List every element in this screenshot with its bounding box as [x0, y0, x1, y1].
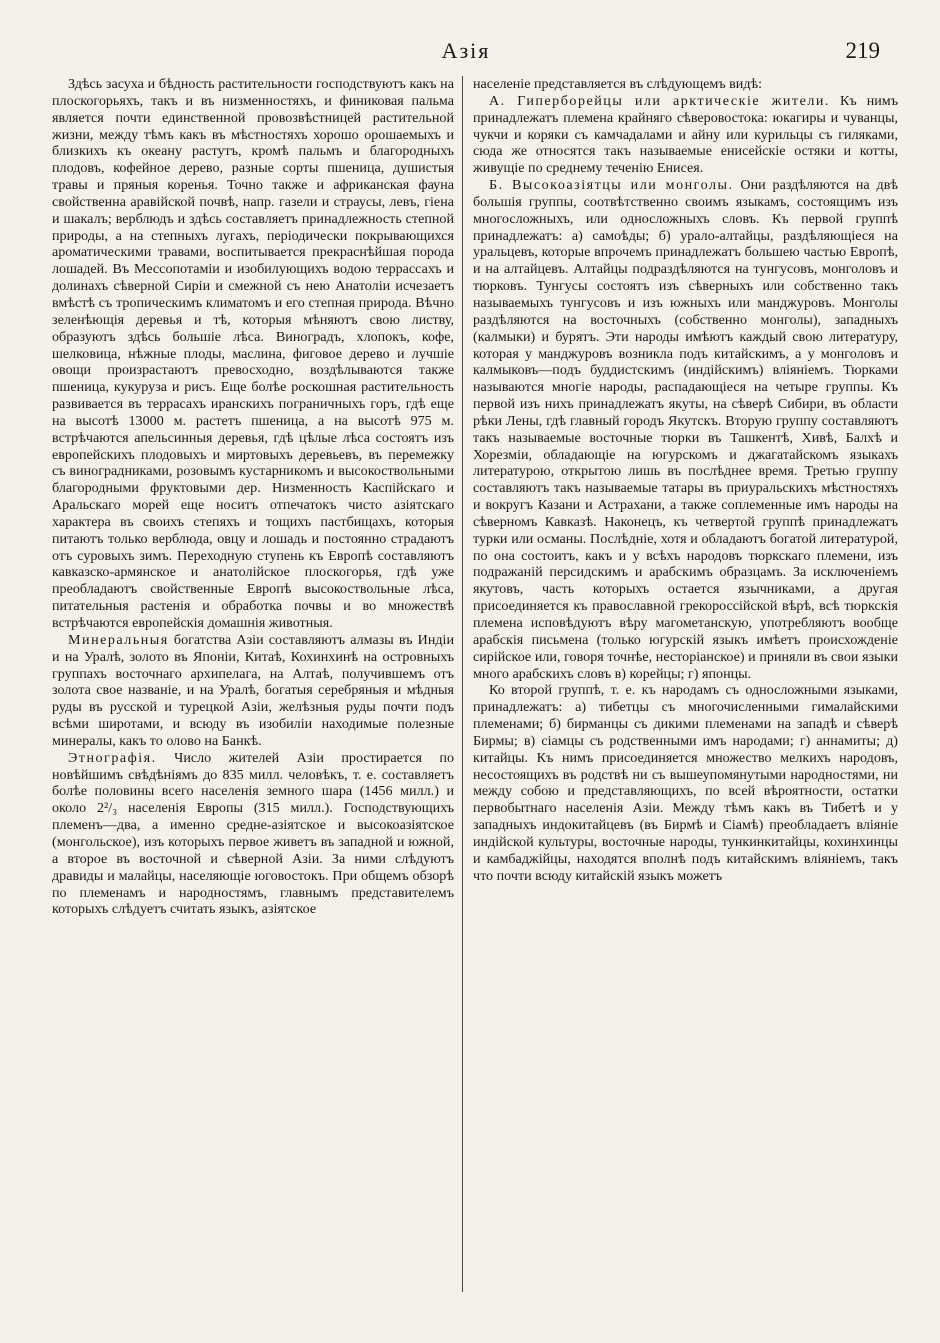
paragraph-text: Ко второй группѣ, т. е. къ народамъ съ односложными языками, принадлежатъ: а) тибетцы съ многочисленными гималайскими племенами; б) бирманцы съ дикими племенами на западѣ и сѣверѣ Бирмы; в) сіамцы съ родственными имъ народами; г) аннамиты; д) китайцы. Къ нимъ присоединяется множество мелкихъ народовъ, несостоящихъ въ родствѣ ни съ вышеупомянутыми народностями, ни между собою и представляющихъ, по всей вѣроятности, остатки первобытнаго населенія Азіи. Между тѣмъ какъ въ Тибетѣ и у западныхъ индокитайцевъ (въ Бирмѣ и Сіамѣ) преобладаетъ вліяніе индійской культуры, восточные народы, тункинкитайцы, кохинхинцы и камбаджійцы, находятся вполнѣ подъ китайскимъ вліяніемъ, такъ что почти всюду китайскій языкъ можетъ: [473, 682, 898, 884]
paragraph: [473, 177, 898, 682]
paragraph: [52, 76, 454, 632]
paragraph-text: населеніе представляется въ слѣдующемъ видѣ:: [473, 76, 763, 92]
paragraph: [473, 682, 898, 884]
right-column: [462, 76, 898, 1292]
section-lead: Этнографія.: [68, 749, 157, 766]
paragraph: [473, 93, 898, 177]
paragraph-text: Они раздѣляются на двѣ большія группы, соотвѣтственно своимъ языкамъ, состоящимъ изъ многосложныхъ, или односложныхъ словъ. Къ первой группѣ принадлежатъ: а) самоѣды; б) урало-алтайцы, раздѣляющіеся на уральцевъ, которые впрочемъ принадлежатъ большею частью Европѣ, и на алтайцевъ. Алтайцы подраздѣляются на тунгусовъ, монголовъ и тюрковъ. Тунгусы состоятъ изъ сѣверныхъ или собственно такъ называемыхъ тунгусовъ и изъ южныхъ или манджуровъ. Монголы раздѣляются на восточныхъ (собственно монголы), западныхъ (калмыки) и бурятъ. Эти народы имѣютъ каждый свою литературу, которая у манджуровъ возникла подъ китайскимъ, а у монголовъ и калмыковъ—подъ буддистскимъ (индійскимъ) вліяніемъ. Тюрками называются многіе народы, распадающіеся на четыре группы. Къ первой изъ нихъ принадлежатъ якуты, на сѣверѣ Сибири, въ области рѣки Лены, гдѣ главный городъ Якутскъ. Вторую группу составляютъ такъ называемые восточные тюрки въ Ташкентѣ, Хивѣ, Балхѣ и Хорезміи, обладающіе на югурскомъ и джагатайскомъ языкахъ литературою, открытою лишь въ послѣднее время. Третью группу составляютъ такъ называемые татары въ приуральскихъ мѣстностяхъ и вокругъ Казани и Астрахани, а также соплеменные имъ народы на сѣверномъ Кавказѣ. Наконецъ, къ четвертой группѣ принадлежатъ турки или османы. Послѣдніе, хотя и обладаютъ богатой литературой, по она состоитъ, какъ и у всѣхъ народовъ тюркскаго племени, изъ подражаній персидскимъ и арабскимъ образцамъ. За исключеніемъ якутовъ, часть которыхъ остается язычниками, а другая присоединяется къ православной грекороссійской вѣрѣ, всѣ тюркскія племена исповѣдуютъ вѣру магометанскую, употребляютъ вообще арабскія письмена (только югурскій языкъ имѣетъ происхожденіе сирійское или, говоря точнѣе, несторіанское) и приняли въ свои языки много арабскихъ словъ в) корейцы; г) японцы.: [473, 177, 898, 682]
paragraph-text: богатства Азіи составляютъ алмазы въ Индіи и на Уралѣ, золото въ Японіи, Китаѣ, Кохинхинѣ на островныхъ группахъ восточнаго архипелага, на Алтаѣ, получившемъ отъ золота свое названіе, и на Уралѣ, богатыя серебряныя и мѣдныя руды въ русской и турецкой Азіи, желѣзныя руды почти подъ всѣми широтами, и всюду въ изобиліи находимые полезные минералы, какъ то олово на Банкѣ.: [52, 631, 454, 749]
text-columns: [52, 76, 898, 1292]
running-header: [52, 38, 880, 64]
section-lead: А. Гиперборейцы или арктическіе жители.: [489, 92, 830, 109]
paragraph: [52, 632, 454, 750]
left-column: [52, 76, 462, 1292]
paragraph: [52, 750, 454, 918]
section-lead: Б. Высокоазіятцы или монголы.: [489, 177, 734, 194]
paragraph: [473, 76, 898, 93]
paragraph-text: Здѣсь засуха и бѣдность растительности господствуютъ какъ на плоскогорьяхъ, такъ и въ низменностяхъ, и финиковая пальма является почти единственной провозвѣстницей растительной жизни, между тѣмъ какъ въ мѣстностяхъ хорошо орошаемыхъ и близкихъ къ океану растутъ, кромѣ пальмъ и благородныхъ плодовъ, кофейное дерево, разные сорты пшеница, душистыя травы и пряныя коренья. Точно также и африканская фауна свойственна аравійской почвѣ, напр. газели и страусы, левъ, гіена и шакалъ; верблюдъ и здѣсь составляетъ принадлежность степной природы, а на степныхъ лугахъ, періодически покрывающихся ароматическими травами, воспитывается прекраснѣйшая порода лошадей. Въ Мессопотаміи и изобилующихъ водою террассахъ и долинахъ сѣверной Сиріи и смежной съ нею Анатоліи исчезаетъ вмѣстѣ съ тропическимъ климатомъ и его степная природа. Вѣчно зеленѣющія деревья и тѣ, которыя мѣняютъ свою листву, образуютъ здѣсь большіе лѣса. Виноградъ, хлопокъ, кофе, шелковица, нѣжные плоды, маслина, фиговое дерево и лучшіе овощи произрастаютъ превосходно, воздѣлываются также пшеница, кукуруза и рисъ. Еще болѣе роскошная растительность развивается въ террасахъ иранскихъ пограничныхъ горъ, гдѣ еще на высотѣ 13000 м. растетъ пшеница, а на высотѣ 975 м. встрѣчаются апельсинныя деревья, гдѣ цѣлые лѣса состоятъ изъ европейскихъ плодовыхъ и миртовыхъ деревьевъ, въ перемежку съ виноградниками, розовымъ кустарникомъ и высокоствольными благородными фруктовыми дер. Низменность Каспійскаго и Аральскаго морей еще носитъ отпечатокъ чисто азіятскаго характера въ своихъ степяхъ и тощихъ пастбищахъ, которыя питаютъ только верблюда, овцу и лошадь и постоянно страдаютъ отъ суровыхъ зимъ. Переходную ступень къ Европѣ составляютъ кавказско-армянское и анатолійское плоскогорья, гдѣ уже преобладаютъ свойственные Европѣ высокоствольные лѣса, питательныя растенія и обработка почвы и во множествѣ встрѣчаются европейскія домашнія животныя.: [52, 76, 454, 631]
page-number: 219: [845, 38, 880, 63]
paragraph-text: Число жителей Азіи простирается по новѣйшимъ свѣдѣніямъ до 835 милл. человѣкъ, т. е. составляетъ болѣе половины всего населенія земного шара (1456 милл.) и около 2²/₃ населенія Европы (315 милл.). Господствующихъ племенъ—два, а именно средне-азіятское и высокоазіятское (монгольское), изъ которыхъ первое живетъ въ западной и южной, а второе въ восточной и сѣверной Азіи. За ними слѣдуютъ дравиды и малайцы, населяющіе юговостокъ. При общемъ обзорѣ по племенамъ и народностямъ, главнымъ представителемъ которыхъ слѣдуетъ считать языкъ, азіятское: [52, 749, 454, 918]
section-lead: Минеральныя: [68, 631, 169, 648]
running-title: Азія: [441, 38, 491, 63]
paragraph-text: Къ нимъ принадлежатъ племена крайняго сѣверовостока: юкагиры и чуванцы, чукчи и коряки съ камчадалами и айну или курильцы съ гиляками, сюда же относятся такъ называемые енисейскіе остяки и котты, живущіе по среднему теченію Енисея.: [473, 92, 898, 177]
